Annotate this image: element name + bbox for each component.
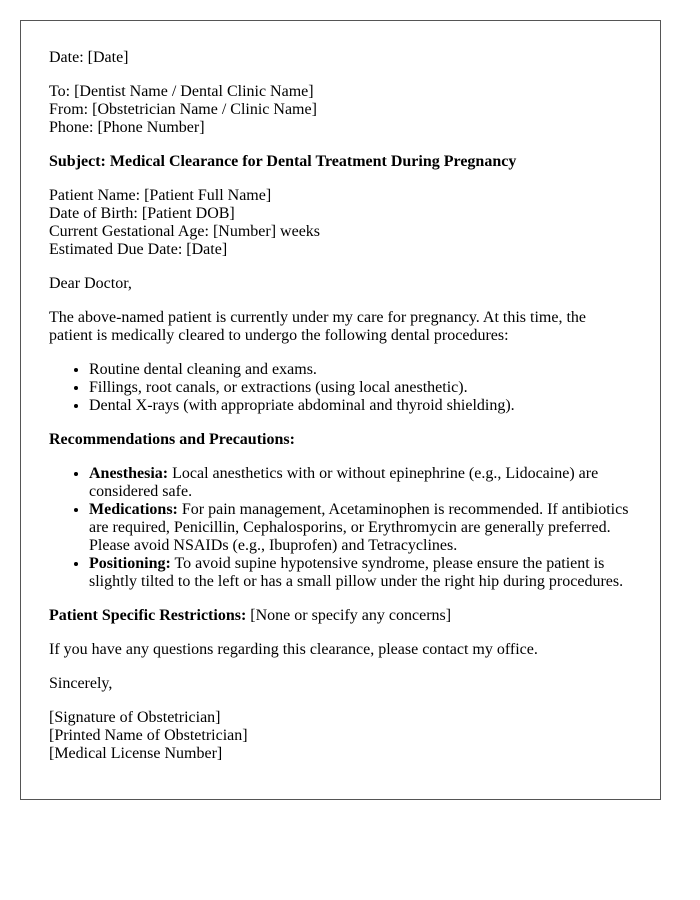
subject-line: Subject: Medical Clearance for Dental Treatment During Pregnancy (49, 153, 517, 170)
gestational-age: Current Gestational Age: [Number] weeks (49, 223, 321, 240)
from-line: From: [Obstetrician Name / Clinic Name] (49, 101, 317, 118)
patient-name: Patient Name: [Patient Full Name] (49, 187, 272, 204)
list-item: • Fillings, root canals, or extractions (using local anesthetic). (89, 379, 632, 397)
item-text: To avoid supine hypotensive syndrome, please ensure the patient is slightly tilted to the left or has a small pillow under the right hip during procedures. (89, 555, 624, 590)
list-item: • Routine dental cleaning and exams. (89, 361, 632, 379)
clearance-letter (20, 20, 661, 800)
restrictions-label: Patient Specific Restrictions: (49, 607, 247, 624)
license-line: [Medical License Number] (49, 745, 223, 762)
closing-note: If you have any questions regarding this clearance, please contact my office. (49, 641, 538, 658)
item-label: Medications: (89, 501, 178, 518)
patient-info (49, 187, 632, 259)
list-item: • Dental X-rays (with appropriate abdominal and thyroid shielding). (89, 397, 632, 415)
signature-line: [Signature of Obstetrician] (49, 709, 221, 726)
item-text: Local anesthetics with or without epinephrine (e.g., Lidocaine) are considered safe. (89, 465, 599, 500)
restrictions (49, 607, 632, 625)
list-item (89, 465, 632, 501)
signature-block (49, 709, 632, 763)
salutation: Dear Doctor, (49, 275, 132, 292)
date-line: Date: [Date] (49, 49, 129, 66)
due-date: Estimated Due Date: [Date] (49, 241, 228, 258)
phone-line: Phone: [Phone Number] (49, 119, 205, 136)
printed-name-line: [Printed Name of Obstetrician] (49, 727, 248, 744)
item-label: Anesthesia: (89, 465, 169, 482)
patient-dob: Date of Birth: [Patient DOB] (49, 205, 235, 222)
recommendations-heading: Recommendations and Precautions: (49, 431, 295, 448)
recommendation-list (49, 465, 632, 591)
list-item (89, 501, 632, 555)
restrictions-text: [None or specify any concerns] (246, 607, 452, 624)
procedure-list (49, 361, 632, 415)
intro-paragraph: The above-named patient is currently under my care for pregnancy. At this time, the patient is medically cleared to undergo the following dental procedures: (49, 309, 586, 344)
item-label: Positioning: (89, 555, 171, 572)
item-text: For pain management, Acetaminophen is recommended. If antibiotics are required, Penicillin, Cephalosporins, or Erythromycin are generally preferred. Please avoid NSAIDs (e.g., Ibuprofen) and Tetracyclines. (89, 501, 629, 554)
list-item (89, 555, 632, 591)
header-block (49, 83, 632, 137)
to-line: To: [Dentist Name / Dental Clinic Name] (49, 83, 314, 100)
signoff: Sincerely, (49, 675, 113, 692)
